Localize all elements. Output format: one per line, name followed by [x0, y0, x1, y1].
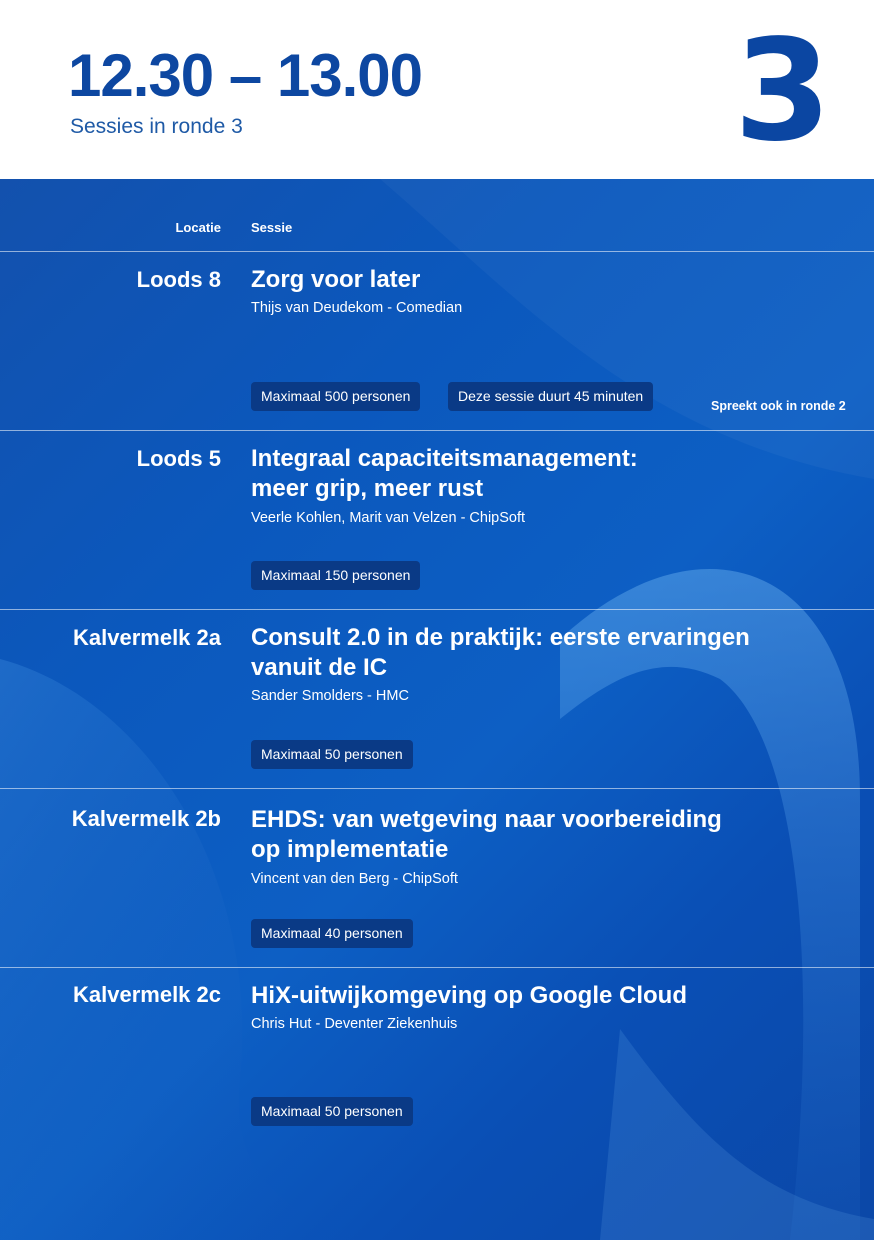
session-title-line: Consult 2.0 in de praktijk: eerste ervaringen: [251, 624, 750, 651]
sessions-panel: [0, 179, 874, 1240]
session-title-line: Integraal capaciteitsmanagement:: [251, 445, 638, 472]
session-location: Kalvermelk 2a: [73, 625, 221, 650]
session-title: Zorg voor later: [251, 266, 421, 293]
capacity-badge: Maximaal 150 personen: [251, 561, 420, 590]
divider: [0, 430, 874, 431]
divider: [0, 967, 874, 968]
session-speaker: Vincent van den Berg - ChipSoft: [251, 871, 458, 887]
duration-badge: Deze sessie duurt 45 minuten: [448, 382, 653, 411]
session-location: Kalvermelk 2c: [73, 982, 221, 1007]
session-title: [251, 623, 831, 683]
capacity-badge: Maximaal 500 personen: [251, 382, 420, 411]
divider: [0, 251, 874, 252]
session-title: [251, 444, 831, 504]
session-title-line: EHDS: van wetgeving naar voorbereiding: [251, 806, 722, 833]
session-speaker: Chris Hut - Deventer Ziekenhuis: [251, 1016, 458, 1032]
round-number: 3: [734, 10, 828, 173]
session-location: Loods 5: [136, 446, 221, 471]
column-header-location: Locatie: [175, 220, 221, 235]
session-location: Loods 8: [136, 267, 221, 292]
session-speaker: Thijs van Deudekom - Comedian: [251, 300, 463, 316]
background-swirl: [0, 179, 874, 1240]
capacity-badge: Maximaal 50 personen: [251, 740, 413, 769]
session-speaker: Veerle Kohlen, Marit van Velzen - ChipSoft: [251, 510, 526, 526]
session-title-line: meer grip, meer rust: [251, 475, 484, 502]
session-note: Spreekt ook in ronde 2: [711, 399, 846, 413]
capacity-badge: Maximaal 40 personen: [251, 919, 413, 948]
time-slot: 12.30 – 13.00: [68, 42, 423, 109]
session-title-line: vanuit de IC: [251, 654, 388, 681]
column-header-session: Sessie: [251, 220, 293, 235]
session-title: HiX-uitwijkomgeving op Google Cloud: [251, 982, 687, 1009]
session-location: Kalvermelk 2b: [71, 806, 221, 831]
page-subtitle: Sessies in ronde 3: [70, 115, 243, 138]
divider: [0, 788, 874, 789]
divider: [0, 609, 874, 610]
session-speaker: Sander Smolders - HMC: [251, 688, 409, 704]
page-header: [0, 0, 874, 179]
session-title-line: op implementatie: [251, 836, 449, 863]
session-title: [251, 805, 831, 865]
capacity-badge: Maximaal 50 personen: [251, 1097, 413, 1126]
